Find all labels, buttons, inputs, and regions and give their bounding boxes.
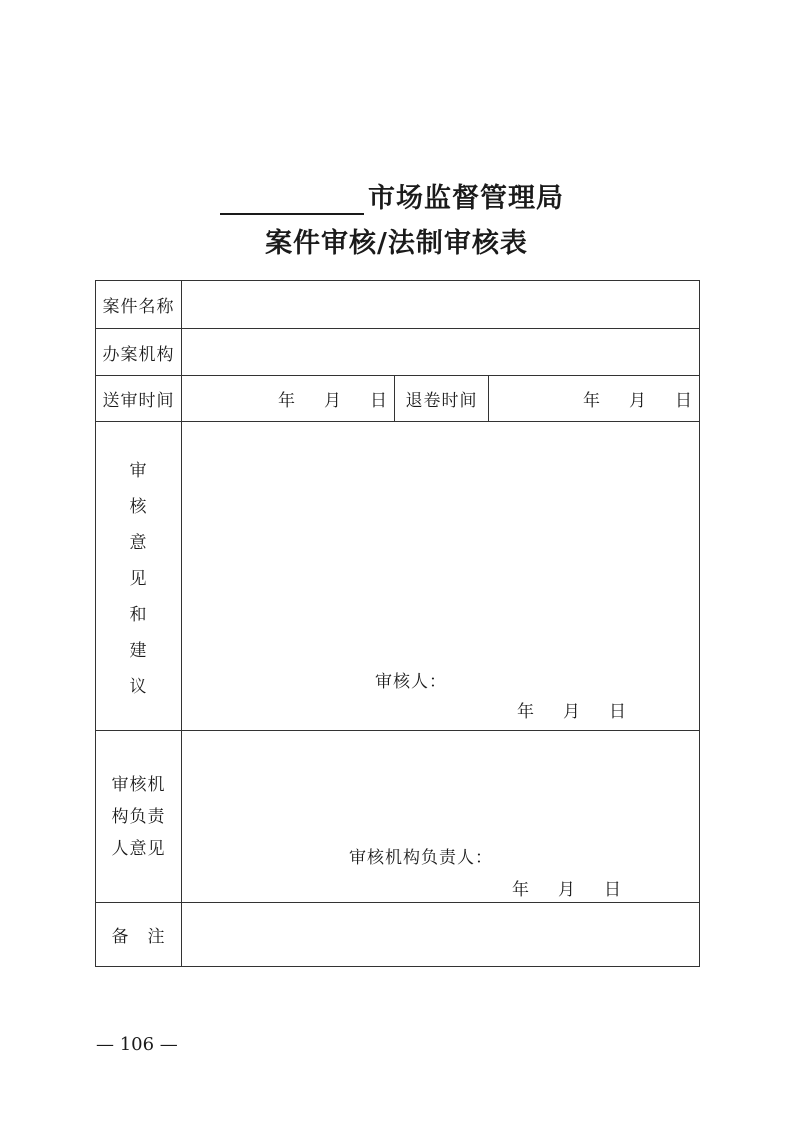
reviewer-day: 日 xyxy=(609,702,627,722)
reviewer-date xyxy=(517,697,655,722)
return-day: 日 xyxy=(675,391,694,411)
head-year: 年 xyxy=(512,880,530,900)
return-year: 年 xyxy=(583,391,602,411)
form-title: 案件审核/法制审核表 xyxy=(265,228,528,259)
review-opinion-char: 审 xyxy=(129,460,148,481)
case-name-field[interactable] xyxy=(182,281,700,329)
review-opinion-char: 意 xyxy=(129,532,148,553)
head-date xyxy=(512,875,650,900)
review-opinion-char: 议 xyxy=(129,676,148,697)
time-row xyxy=(96,376,700,422)
head-opinion-line: 构负责 xyxy=(111,806,166,827)
return-time-label: 退卷时间 xyxy=(395,376,489,422)
review-opinion-char: 核 xyxy=(129,496,148,517)
reviewer-signature-label: 审核人： xyxy=(375,672,447,692)
submit-day: 日 xyxy=(370,391,388,411)
agency-row xyxy=(96,329,700,376)
title-line-1 xyxy=(220,176,564,212)
head-opinion-line: 审核机 xyxy=(111,774,166,795)
submit-date-field[interactable] xyxy=(182,376,395,422)
review-form-table xyxy=(95,280,700,967)
review-opinion-row xyxy=(96,422,700,731)
reviewer-year: 年 xyxy=(517,702,535,722)
submit-year: 年 xyxy=(278,391,296,411)
review-opinion-field[interactable] xyxy=(182,422,700,731)
head-opinion-label xyxy=(96,731,182,903)
return-date-field[interactable] xyxy=(489,376,700,422)
page-number: — 106 — xyxy=(96,1034,178,1055)
title-blank-underline xyxy=(220,185,364,215)
case-name-label: 案件名称 xyxy=(96,281,182,329)
remarks-label: 备 注 xyxy=(96,903,182,967)
review-opinion-label xyxy=(96,422,182,731)
return-month: 月 xyxy=(629,391,648,411)
case-name-row xyxy=(96,281,700,329)
remarks-field[interactable] xyxy=(182,903,700,967)
submit-time-label: 送审时间 xyxy=(96,376,182,422)
head-signature-label: 审核机构负责人： xyxy=(349,848,493,868)
submit-month: 月 xyxy=(324,391,342,411)
review-opinion-char: 见 xyxy=(129,568,148,589)
agency-field[interactable] xyxy=(182,329,700,376)
title-agency-suffix: 市场监督管理局 xyxy=(368,183,564,214)
review-opinion-char: 建 xyxy=(129,640,148,661)
head-month: 月 xyxy=(558,880,576,900)
head-opinion-line: 人意见 xyxy=(111,838,166,859)
agency-label: 办案机构 xyxy=(96,329,182,376)
review-opinion-char: 和 xyxy=(129,604,148,625)
remarks-row xyxy=(96,903,700,967)
head-day: 日 xyxy=(604,880,622,900)
head-opinion-field[interactable] xyxy=(182,731,700,903)
reviewer-month: 月 xyxy=(563,702,581,722)
head-opinion-row xyxy=(96,731,700,903)
